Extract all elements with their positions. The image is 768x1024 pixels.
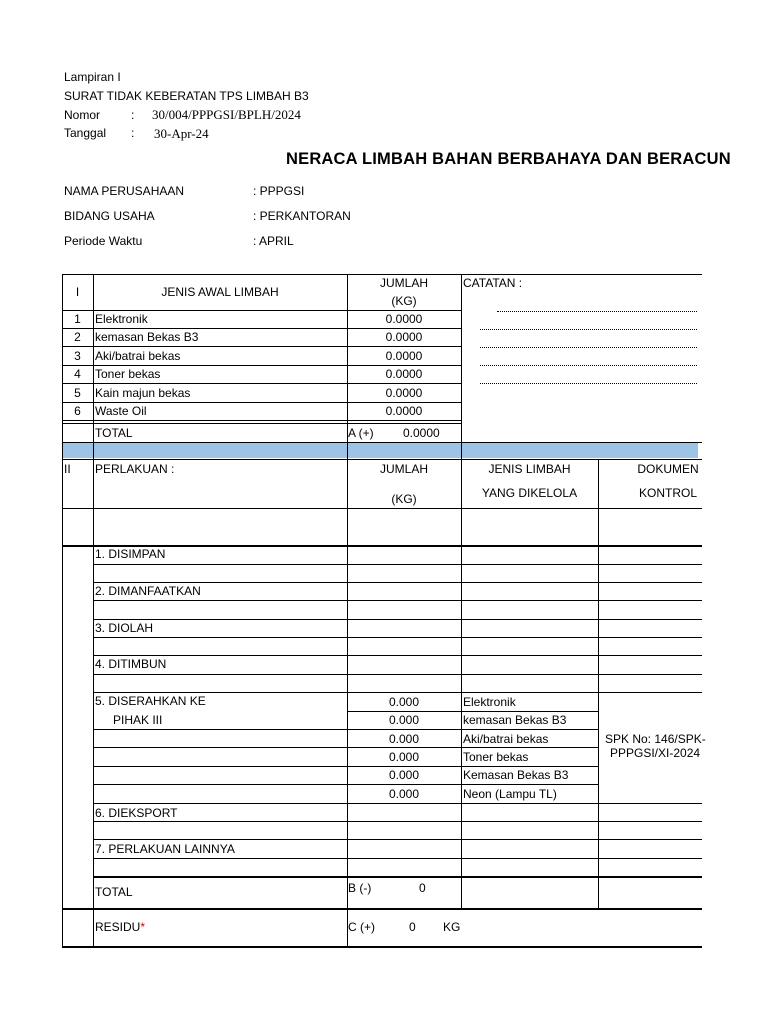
period-value: : APRIL xyxy=(253,234,294,248)
grid-line xyxy=(62,908,702,910)
grid-line xyxy=(62,328,461,329)
spk-number: SPK No: 146/SPK- xyxy=(605,732,706,746)
handed-waste-type: Elektronik xyxy=(463,695,516,709)
handed-quantity: 0.000 xyxy=(388,732,420,746)
treatment-third-party: PIHAK III xyxy=(113,713,163,727)
treatment-landfilled: 4. DITIMBUN xyxy=(95,657,167,671)
handed-waste-type: Toner bekas xyxy=(463,750,529,764)
grid-line xyxy=(93,839,702,840)
handed-waste-type: kemasan Bekas B3 xyxy=(463,713,567,727)
required-asterisk: * xyxy=(140,920,146,934)
company-name-value: : PPPGSI xyxy=(253,184,305,198)
grid-line xyxy=(62,508,702,509)
notes-line xyxy=(480,329,697,330)
nomor-label: Nomor xyxy=(64,108,101,122)
managed-waste-type-header: JENIS LIMBAH xyxy=(488,462,571,476)
document-title: NERACA LIMBAH BAHAN BERBAHAYA DAN BERACUN xyxy=(286,150,731,168)
row-number: 4 xyxy=(74,367,81,381)
grid-line xyxy=(93,600,702,601)
handed-quantity: 0.000 xyxy=(388,750,420,764)
notes-label: CATATAN : xyxy=(463,276,523,290)
handed-quantity: 0.000 xyxy=(388,713,420,727)
section-1-number: I xyxy=(75,285,80,299)
grid-line xyxy=(347,442,348,460)
notes-line xyxy=(480,365,697,366)
handed-quantity: 0.000 xyxy=(388,768,420,782)
grid-line xyxy=(93,674,702,675)
grid-line xyxy=(461,274,462,442)
total-b-prefix: B (-) xyxy=(348,881,372,895)
grid-line xyxy=(62,402,461,403)
waste-quantity: 0.0000 xyxy=(385,367,423,381)
grid-line xyxy=(93,747,598,748)
period-label: Periode Waktu xyxy=(64,234,143,248)
total-a-value: 0.0000 xyxy=(403,426,440,440)
grid-line xyxy=(62,365,461,366)
waste-type: kemasan Bekas B3 xyxy=(95,330,199,344)
waste-quantity: 0.0000 xyxy=(385,349,423,363)
handed-quantity: 0.000 xyxy=(388,787,420,801)
section-2-number: II xyxy=(64,462,71,476)
treatment-handed-over: 5. DISERAHKAN KE xyxy=(95,694,206,708)
spk-number-2: PPPGSI/XI-2024 xyxy=(610,746,701,760)
initial-waste-type-header: JENIS AWAL LIMBAH xyxy=(161,285,279,299)
treatment-exported: 6. DIEKSPORT xyxy=(95,806,178,820)
grid-line xyxy=(62,383,461,384)
company-name-label: NAMA PERUSAHAAN xyxy=(64,184,185,198)
total-label: TOTAL xyxy=(95,426,133,440)
grid-line xyxy=(93,564,702,565)
total-c-value: 0 xyxy=(409,920,416,934)
grid-line xyxy=(62,459,702,460)
grid-line xyxy=(93,582,702,583)
waste-quantity: 0.0000 xyxy=(385,386,423,400)
quantity-header: JUMLAH xyxy=(379,276,428,290)
letter-title: SURAT TIDAK KEBERATAN TPS LIMBAH B3 xyxy=(64,89,309,103)
row-number: 5 xyxy=(74,386,81,400)
control-document-header: DOKUMEN xyxy=(637,462,699,476)
grid-line xyxy=(62,310,461,311)
tanggal-separator: : xyxy=(131,126,135,140)
residue-label: RESIDU* xyxy=(95,920,146,934)
grid-line xyxy=(598,459,599,910)
grid-line xyxy=(93,876,702,878)
grid-line xyxy=(62,442,702,443)
nomor-value: 30/004/PPPGSI/BPLH/2024 xyxy=(152,107,301,122)
grid-line xyxy=(62,423,461,424)
total-b-value: 0 xyxy=(419,881,426,895)
grid-line xyxy=(93,459,94,948)
grid-line xyxy=(93,803,702,804)
business-field-value: : PERKANTORAN xyxy=(253,209,351,223)
waste-quantity: 0.0000 xyxy=(385,312,423,326)
waste-type: Toner bekas xyxy=(95,367,161,381)
waste-type: Kain majun bekas xyxy=(95,386,191,400)
nomor-separator: : xyxy=(131,108,135,122)
grid-line xyxy=(62,346,461,347)
separator-band xyxy=(63,443,698,458)
grid-line xyxy=(347,711,598,712)
notes-line xyxy=(480,383,697,384)
grid-line xyxy=(93,821,702,822)
quantity-unit-header: (KG) xyxy=(391,492,417,506)
total-c-unit: KG xyxy=(443,920,461,934)
total-a-prefix: A (+) xyxy=(348,426,374,440)
tanggal-label: Tanggal xyxy=(64,126,107,140)
grid-line xyxy=(62,420,461,421)
grid-line xyxy=(93,692,702,693)
treatment-other: 7. PERLAKUAN LAINNYA xyxy=(95,842,235,856)
waste-quantity: 0.0000 xyxy=(385,404,423,418)
grid-line xyxy=(461,442,462,460)
treatment-stored: 1. DISIMPAN xyxy=(95,547,166,561)
notes-line xyxy=(480,347,697,348)
managed-waste-type-header-2: YANG DIKELOLA xyxy=(481,486,578,500)
grid-line xyxy=(93,442,94,460)
waste-type: Waste Oil xyxy=(95,404,147,418)
waste-type: Aki/batrai bekas xyxy=(95,349,181,363)
attachment-label: Lampiran I xyxy=(64,70,121,84)
grid-line xyxy=(93,655,702,656)
treatment-header: PERLAKUAN : xyxy=(95,462,175,476)
grid-line xyxy=(93,858,702,859)
grid-line xyxy=(93,784,598,785)
tanggal-value: 30-Apr-24 xyxy=(154,126,209,141)
row-number: 3 xyxy=(74,349,81,363)
grid-line xyxy=(62,274,702,275)
notes-line xyxy=(497,311,697,312)
grid-line xyxy=(93,274,94,442)
grid-line xyxy=(93,729,598,730)
treatment-processed: 3. DIOLAH xyxy=(95,621,154,635)
control-document-header-2: KONTROL xyxy=(638,486,697,500)
total-label: TOTAL xyxy=(95,885,133,899)
quantity-unit-header: (KG) xyxy=(391,294,417,308)
grid-line xyxy=(93,637,702,638)
handed-waste-type: Aki/batrai bekas xyxy=(463,732,549,746)
grid-line xyxy=(461,459,462,910)
handed-waste-type: Neon (Lampu TL) xyxy=(463,787,557,801)
grid-line xyxy=(62,946,702,948)
waste-type: Elektronik xyxy=(95,312,148,326)
treatment-utilized: 2. DIMANFAATKAN xyxy=(95,584,201,598)
handed-quantity: 0.000 xyxy=(388,695,420,709)
row-number: 2 xyxy=(74,330,81,344)
grid-line xyxy=(93,619,702,620)
quantity-header: JUMLAH xyxy=(379,462,428,476)
grid-line xyxy=(93,766,598,767)
handed-waste-type: Kemasan Bekas B3 xyxy=(463,768,569,782)
row-number: 6 xyxy=(74,404,81,418)
waste-quantity: 0.0000 xyxy=(385,330,423,344)
total-c-prefix: C (+) xyxy=(348,920,375,934)
business-field-label: BIDANG USAHA xyxy=(64,209,155,223)
row-number: 1 xyxy=(74,312,81,326)
